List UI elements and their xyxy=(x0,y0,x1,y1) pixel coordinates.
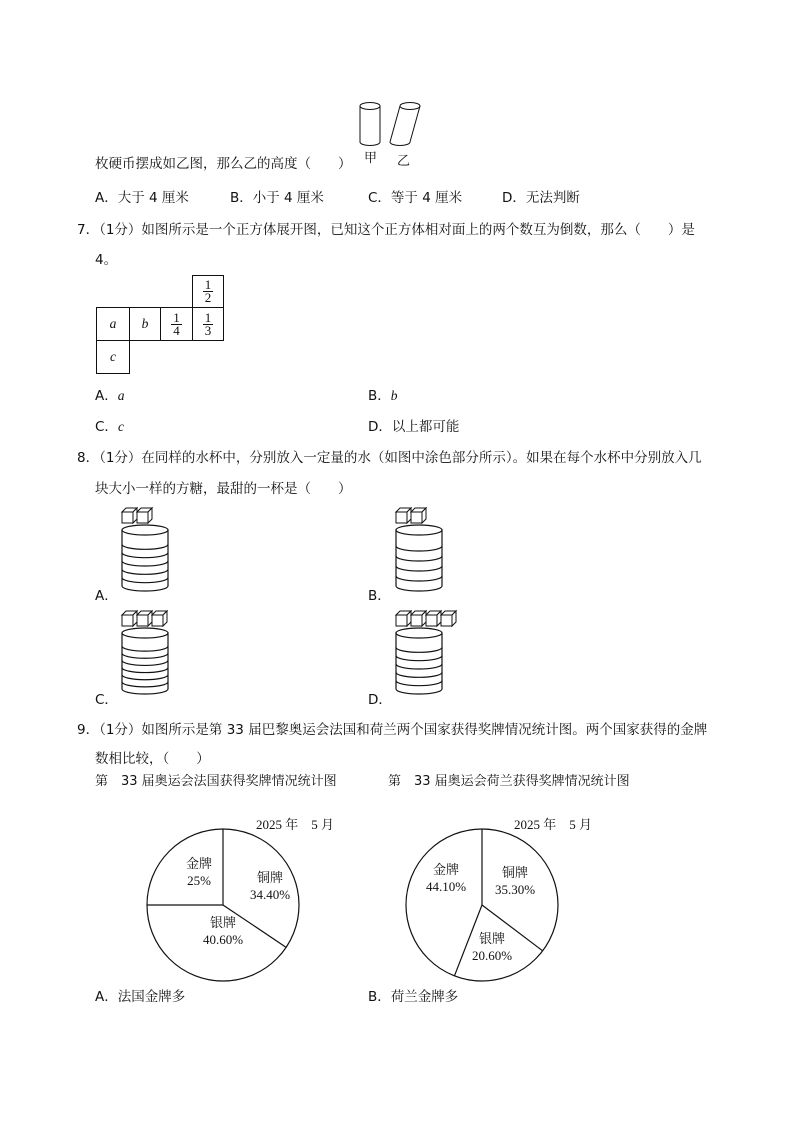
q8-option-b[interactable]: B． xyxy=(368,588,391,604)
q7-stem-line1: 7．（1分）如图所示是一个正方体展开图，已知这个正方体相对面上的两个数互为倒数，那么（ ）是 xyxy=(77,222,695,238)
sugar-cube-icon xyxy=(411,611,426,626)
q9-stem-line1: 9．（1分）如图所示是第 33 届巴黎奥运会法国和荷兰两个国家获得奖牌情况统计图。两个国家获得的金牌 xyxy=(77,722,708,738)
fraction-one-half: $\frac{1}{2}$ xyxy=(204,277,212,305)
chart-date-france: 2025 年 5 月 xyxy=(256,817,335,832)
slice-value-label: 20.60% xyxy=(471,948,513,963)
q7-option-a[interactable]: A．a xyxy=(95,388,125,404)
sugar-cube-icon xyxy=(137,508,152,523)
q7-option-b[interactable]: B．b xyxy=(368,388,398,404)
sugar-cube-icon xyxy=(137,611,152,626)
water-cup-c xyxy=(120,609,185,695)
water-cup-d xyxy=(394,609,474,695)
pie-chart-netherlands xyxy=(402,825,562,985)
cup-icon xyxy=(122,628,168,694)
fraction-one-quarter: $\frac{1}{4}$ xyxy=(173,309,180,338)
q8-option-a[interactable]: A． xyxy=(95,588,118,604)
q9-option-b[interactable]: B．荷兰金牌多 xyxy=(368,989,459,1005)
q7-stem-line2: 4。 xyxy=(95,252,118,268)
sugar-cube-icon xyxy=(396,508,411,523)
q6-option-c[interactable]: C．等于 4 厘米 xyxy=(368,190,463,206)
slice-label: 金牌 xyxy=(432,863,460,878)
cup-icon xyxy=(396,525,442,591)
sugar-cube-icon xyxy=(122,508,137,523)
net-cell xyxy=(160,307,193,341)
q6-stem: 枚硬币摆成如乙图，那么乙的高度（ ） xyxy=(95,156,352,172)
q8-option-c[interactable]: C． xyxy=(95,692,118,708)
net-cell xyxy=(192,275,224,308)
slice-label: 铜牌 xyxy=(256,871,284,886)
slice-label: 铜牌 xyxy=(501,866,529,881)
label-yi: 乙 xyxy=(397,154,411,169)
sugar-cube-icon xyxy=(152,611,167,626)
slice-label: 金牌 xyxy=(185,857,213,872)
q7-option-c[interactable]: C．c xyxy=(95,419,124,435)
q6-option-d[interactable]: D．无法判断 xyxy=(502,190,580,206)
q9-stem-line2: 数相比较，（ ） xyxy=(95,751,210,767)
slice-label: 银牌 xyxy=(209,916,237,931)
pie-chart-france xyxy=(143,825,303,985)
water-cup-a xyxy=(120,506,175,592)
label-jia: 甲 xyxy=(364,151,378,166)
water-cup-b xyxy=(394,506,449,592)
sugar-cube-icon xyxy=(441,611,456,626)
q9-option-a[interactable]: A．法国金牌多 xyxy=(95,989,186,1005)
slice-label: 银牌 xyxy=(478,932,506,947)
q8-stem-line2: 块大小一样的方糖，最甜的一杯是（ ） xyxy=(95,481,352,497)
chart-title-netherlands: 第 33 届奥运会荷兰获得奖牌情况统计图 xyxy=(388,774,630,789)
net-cell xyxy=(192,307,224,341)
chart-title-france: 第 33 届奥运会法国获得奖牌情况统计图 xyxy=(95,774,337,789)
net-cell-c: c xyxy=(96,340,130,374)
sugar-cube-icon xyxy=(122,611,137,626)
q6-option-a[interactable]: A．大于 4 厘米 xyxy=(95,190,189,206)
slice-value-label: 35.30% xyxy=(494,882,536,897)
slice-value-label: 44.10% xyxy=(425,879,467,894)
fraction-one-third: $\frac{1}{3}$ xyxy=(204,309,212,338)
net-cell-a: a xyxy=(96,307,130,341)
slice-value-label: 40.60% xyxy=(202,932,244,947)
cube-net xyxy=(96,275,228,374)
q8-option-d[interactable]: D． xyxy=(368,692,392,708)
slice-value-label: 34.40% xyxy=(249,887,291,902)
net-cell-b: b xyxy=(129,307,161,341)
cup-icon xyxy=(396,628,442,694)
q8-stem-line1: 8．（1分）在同样的水杯中，分别放入一定量的水（如图中涂色部分所示）。如果在每个水杯中分别放入几 xyxy=(77,450,702,466)
slice-value-label: 25% xyxy=(187,873,211,888)
q7-option-d[interactable]: D．以上都可能 xyxy=(368,419,460,435)
q6-option-b[interactable]: B．小于 4 厘米 xyxy=(230,190,324,206)
sugar-cube-icon xyxy=(396,611,411,626)
chart-date-netherlands: 2025 年 5 月 xyxy=(514,817,593,832)
sugar-cube-icon xyxy=(426,611,441,626)
sugar-cube-icon xyxy=(411,508,426,523)
cup-icon xyxy=(122,525,168,591)
